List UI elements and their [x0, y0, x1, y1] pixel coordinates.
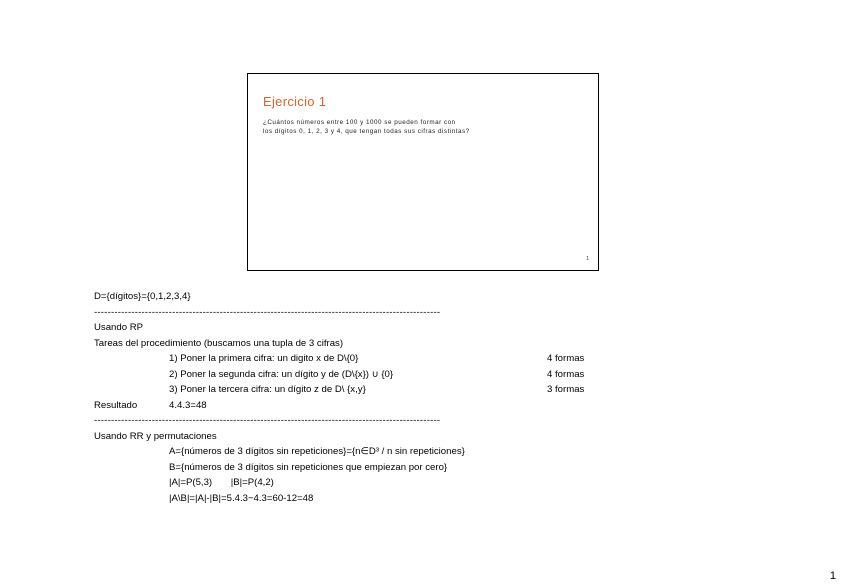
- result-value: 4.4.3=48: [169, 399, 207, 411]
- separator: ------------------------------------------------------------------------------------------------------: [94, 306, 441, 318]
- step-row: [94, 382, 614, 398]
- slide-question: [263, 118, 563, 136]
- step-text: 1) Poner la primera cifra: un digito x de D\{0}: [169, 353, 359, 364]
- cardinals-row: [94, 475, 614, 491]
- step-text: 2) Poner la segunda cifra: un dígito y de (D\{x}) ∪ {0}: [169, 368, 394, 380]
- tasks-heading: Tareas del procedimiento (buscamos una tupla de 3 cifras): [94, 337, 344, 349]
- slide-question-line: los dígitos 0, 1, 2, 3 y 4, que tengan todas sus cifras distintas?: [263, 128, 470, 135]
- slide-question-line: ¿Cuántos números entre 100 y 1000 se pueden formar con: [263, 119, 456, 126]
- set-a: A={números de 3 dígitos sin repeticiones}={n∈D³ / n sin repeticiones}: [169, 446, 465, 457]
- step-text: 3) Poner la tercera cifra: un dígito z de D\ {x,y}: [169, 384, 366, 395]
- page-number: 1: [829, 570, 836, 582]
- difference: |A\B|=|A|-|B|=5.4.3−4.3=60-12=48: [169, 492, 314, 504]
- cardinals: |A|=P(5,3) |B|=P(4,2): [169, 477, 274, 488]
- difference-row: [94, 491, 614, 507]
- slide-thumbnail: [247, 73, 599, 271]
- speaker-notes: [94, 289, 614, 506]
- step-ways: 4 formas: [547, 353, 585, 364]
- digits-definition: D={dígitos}={0,1,2,3,4}: [94, 291, 191, 302]
- step-ways: 4 formas: [547, 368, 585, 380]
- slide-title: Ejercicio 1: [263, 94, 327, 109]
- result-row: [94, 398, 614, 414]
- step-row: [94, 367, 614, 383]
- result-label: Resultado: [94, 399, 138, 411]
- rp-heading: Usando RP: [94, 322, 144, 333]
- step-ways: 3 formas: [547, 384, 585, 395]
- set-a-row: [94, 444, 614, 460]
- separator: ------------------------------------------------------------------------------------------------------: [94, 415, 441, 426]
- set-b-row: [94, 460, 614, 476]
- rr-heading: Usando RR y permutaciones: [94, 430, 217, 442]
- set-b: B={números de 3 dígitos sin repeticiones que empiezan por cero}: [169, 461, 448, 473]
- slide-number: 1: [586, 256, 589, 262]
- step-row: [94, 351, 614, 367]
